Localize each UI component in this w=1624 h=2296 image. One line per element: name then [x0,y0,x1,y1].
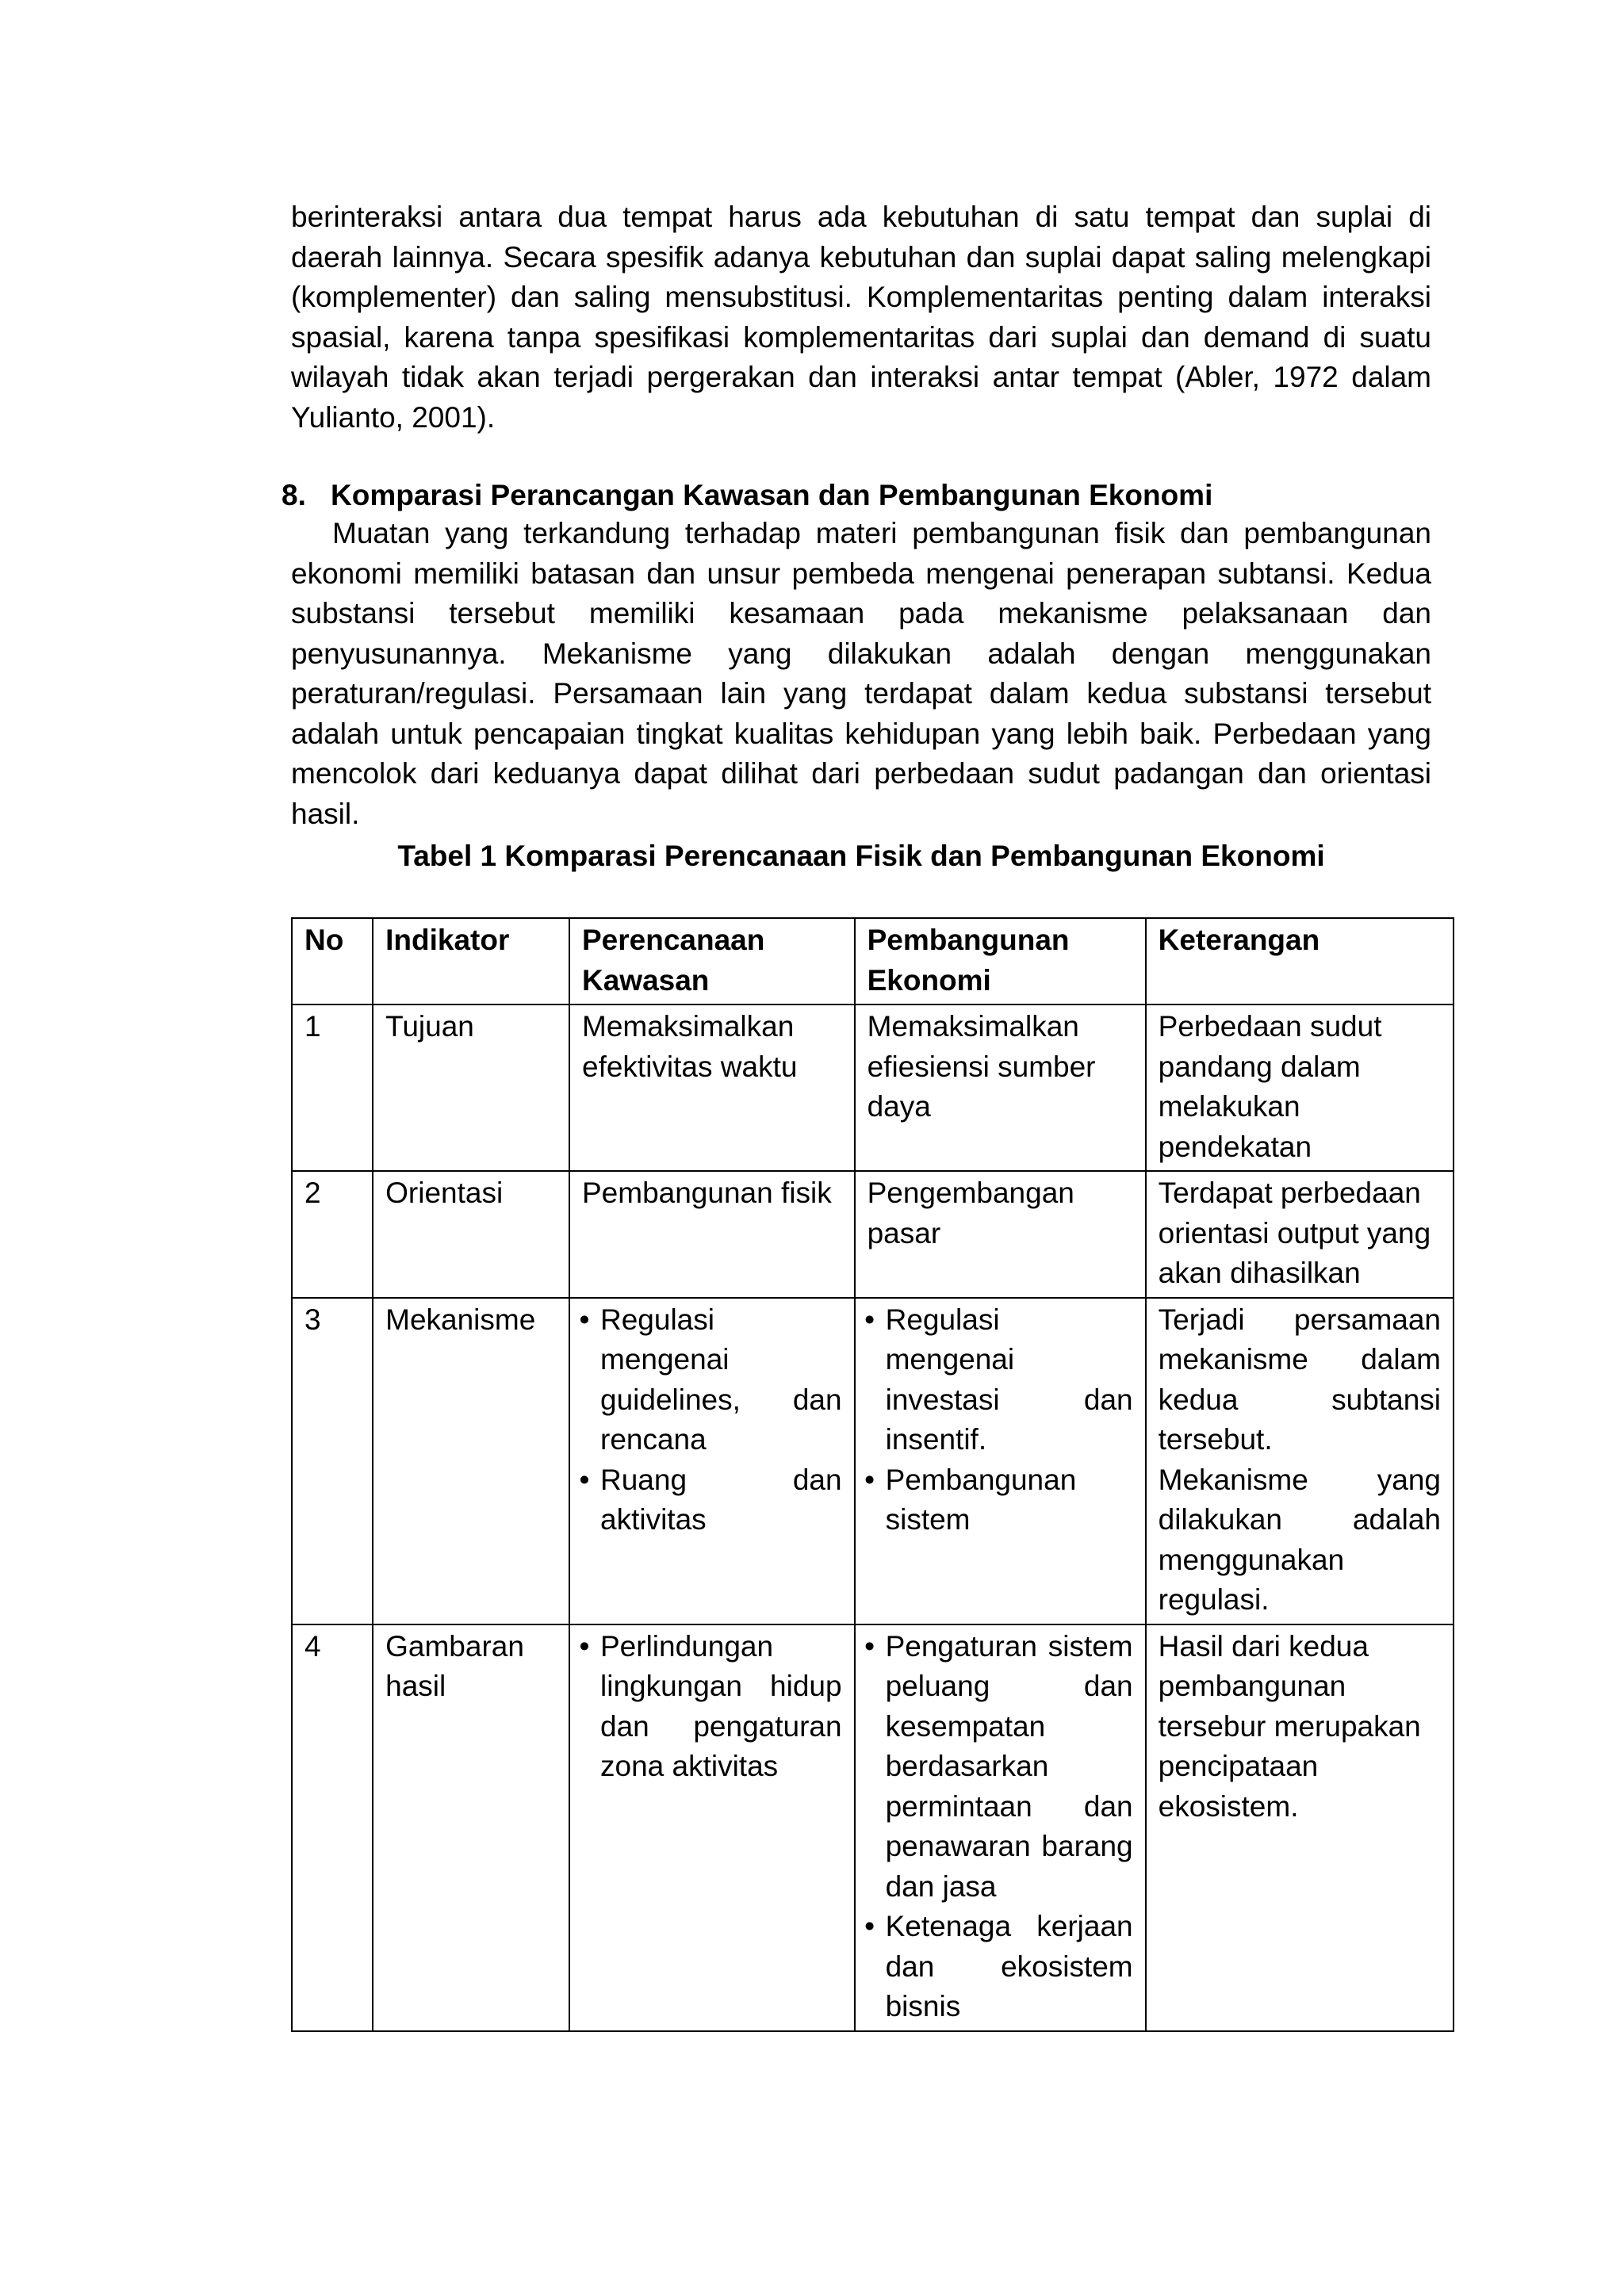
cell-keterangan: Perbedaan sudut pandang dalam melakukan pendekatan [1146,1004,1454,1171]
bullet-icon: • [864,1910,875,1942]
list-item [864,1627,1133,1908]
list-item [864,1907,1133,2027]
table-row [292,1004,1454,1171]
cell-pembangunan-ekonomi [855,1298,1146,1624]
cell-perencanaan-kawasan: Pembangunan fisik [569,1171,855,1298]
bullet-list [579,1300,842,1540]
list-item-text: Ketenaga kerjaan dan ekosistem bisnis [885,1910,1133,2022]
list-item-text: Ruang dan aktivitas [600,1463,842,1536]
table-caption: Tabel 1 Komparasi Perencanaan Fisik dan Pembangunan Ekonomi [397,840,1325,872]
bullet-list [864,1300,1133,1540]
paragraph-section-body: Muatan yang terkandung terhadap materi pembangunan fisik dan pembangunan ekonomi memiliki batasan dan unsur pembeda mengenai penerapan subtansi. Kedua substansi tersebut memiliki kesamaan pada mekanisme pelaksanaan dan penyusunannya. Mekanisme yang dilakukan adalah dengan menggunakan peraturan/regulasi. Persamaan lain yang terdapat dalam kedua substansi tersebut adalah untuk pencapaian tingkat kualitas kehidupan yang lebih baik. Perbedaan yang mencolok dari keduanya dapat dilihat dari perbedaan sudut padangan dan orientasi hasil. [291,517,1431,830]
list-item [579,1627,842,1787]
cell-indikator: Gambaran hasil [373,1624,569,2031]
table-row [292,1298,1454,1624]
section-title: Komparasi Perancangan Kawasan dan Pembangunan Ekonomi [331,479,1213,511]
list-item-text: Pengaturan sistem peluang dan kesempatan berdasarkan permintaan dan penawaran barang dan jasa [885,1629,1133,1903]
cell-pembangunan-ekonomi: Memaksimalkan efiesiensi sumber daya [855,1004,1146,1171]
cell-indikator: Orientasi [373,1171,569,1298]
bullet-icon: • [579,1629,590,1663]
table-row [292,1624,1454,2031]
cell-no: 3 [292,1298,373,1624]
section-heading [282,476,1212,515]
cell-pembangunan-ekonomi: Pengembangan pasar [855,1171,1146,1298]
list-item [864,1300,1133,1460]
cell-perencanaan-kawasan [569,1624,855,2031]
bullet-icon: • [579,1463,590,1496]
cell-perencanaan-kawasan: Memaksimalkan efektivitas waktu [569,1004,855,1171]
bullet-icon: • [864,1463,875,1496]
table-row [292,1171,1454,1298]
cell-indikator: Mekanisme [373,1298,569,1624]
paragraph-intro: berinteraksi antara dua tempat harus ada kebutuhan di satu tempat dan suplai di daerah lainnya. Secara spesifik adanya kebutuhan dan suplai dapat saling melengkapi (komplementer) dan saling mensubstitusi. Komplementaritas penting dalam interaksi spasial, karena tanpa spesifikasi komplementaritas dari suplai dan demand di suatu wilayah tidak akan terjadi pergerakan dan interaksi antar tempat (Abler, 1972 dalam Yulianto, 2001). [291,201,1431,434]
list-item-text: Perlindungan lingkungan hidup dan pengaturan zona aktivitas [600,1629,842,1782]
list-item-text: Regulasi mengenai investasi dan insentif. [885,1303,1133,1456]
cell-indikator: Tujuan [373,1004,569,1171]
header-perencanaan-kawasan: Perencanaan Kawasan [569,918,855,1004]
cell-pembangunan-ekonomi [855,1624,1146,2031]
bullet-icon: • [864,1303,875,1336]
list-item [864,1460,1133,1540]
header-no: No [292,918,373,1004]
bullet-icon: • [864,1629,875,1663]
header-keterangan: Keterangan [1146,918,1454,1004]
header-indikator: Indikator [373,918,569,1004]
list-item-text: Regulasi mengenai guidelines, dan rencana [600,1303,842,1456]
cell-no: 2 [292,1171,373,1298]
cell-keterangan [1146,1298,1454,1624]
section-number: 8. [282,479,306,511]
table-header-row [292,918,1454,1004]
cell-keterangan: Terdapat perbedaan orientasi output yang akan dihasilkan [1146,1171,1454,1298]
cell-paragraph: Terjadi persamaan mekanisme dalam kedua subtansi tersebut. [1158,1303,1441,1456]
bullet-list [864,1627,1133,2027]
comparison-table [291,917,1454,2032]
cell-no: 4 [292,1624,373,2031]
list-item-text: Pembangunan sistem [885,1463,1077,1536]
header-pembangunan-ekonomi: Pembangunan Ekonomi [855,918,1146,1004]
bullet-list [579,1627,842,1787]
cell-paragraph: Mekanisme yang dilakukan adalah menggunakan regulasi. [1158,1463,1441,1616]
bullet-icon: • [579,1303,590,1336]
cell-no: 1 [292,1004,373,1171]
cell-keterangan: Hasil dari kedua pembangunan tersebur merupakan pencipataan ekosistem. [1146,1624,1454,2031]
cell-perencanaan-kawasan [569,1298,855,1624]
list-item [579,1300,842,1460]
list-item [579,1460,842,1540]
